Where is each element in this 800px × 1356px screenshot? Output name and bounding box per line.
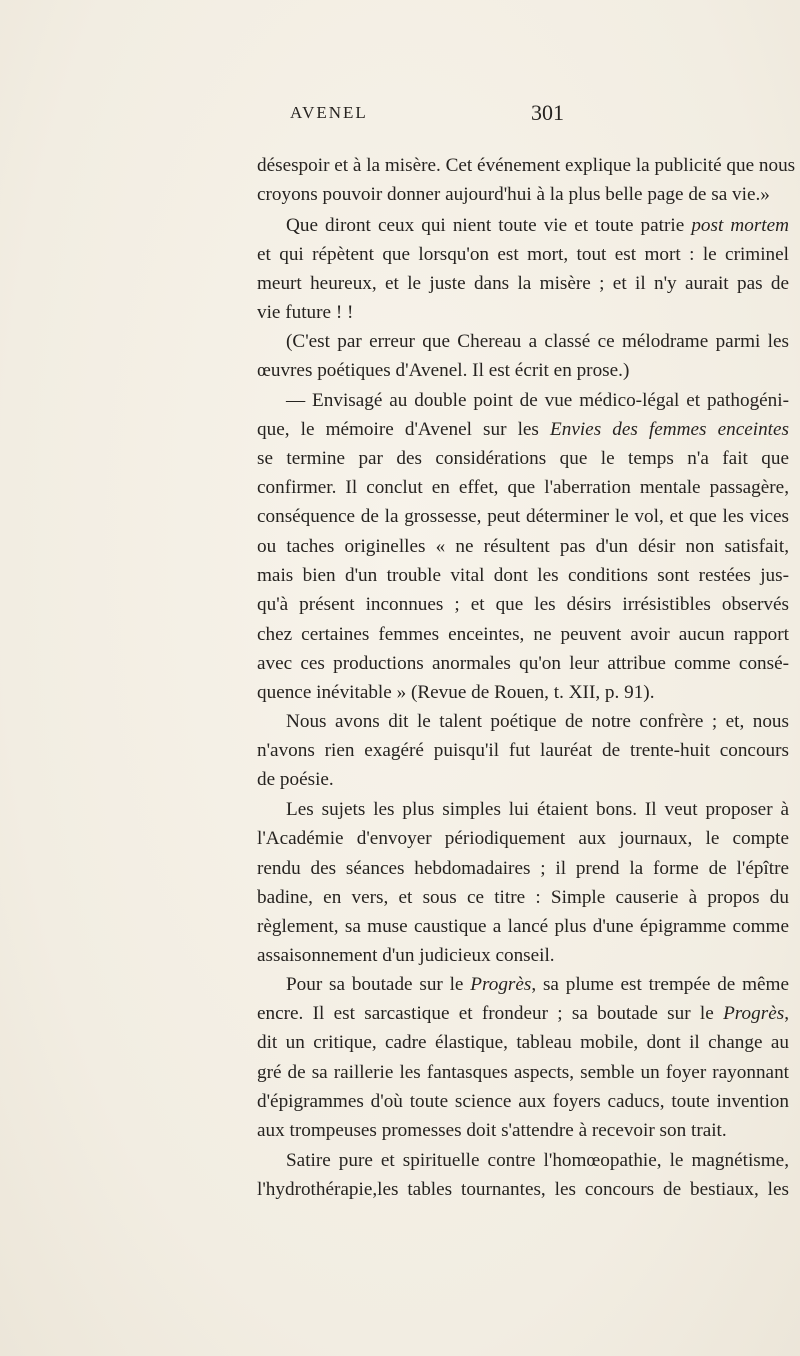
text-line-content: — Envisagé au double point de vue médico-légal et pathogéni- bbox=[286, 390, 789, 411]
text-line bbox=[257, 444, 789, 474]
text-line-content: meurt heureux, et le juste dans la misère ; et il n'y aurait pas de bbox=[257, 273, 789, 294]
text-line-content: se termine par des considérations que le temps n'a fait que bbox=[257, 448, 789, 469]
text-line-content: ou taches originelles « ne résultent pas d'un désir non satisfait, bbox=[257, 536, 789, 557]
text-line-content: n'avons rien exagéré puisqu'il fut lauréat de trente-huit concours bbox=[257, 740, 789, 761]
text-line-content: vie future ! ! bbox=[257, 302, 354, 323]
italic-title: Progrès bbox=[723, 1003, 785, 1024]
text-line bbox=[257, 356, 789, 386]
text-line bbox=[257, 736, 789, 766]
text-line-content: désespoir et à la misère. Cet événement explique la publicité que nous bbox=[257, 155, 796, 176]
text-line-content: assaisonnement d'un judicieux conseil. bbox=[257, 945, 555, 966]
text-line-content: qu'à présent inconnues ; et que les désirs irrésistibles observés bbox=[257, 594, 789, 615]
text-line bbox=[257, 532, 789, 562]
text-line bbox=[286, 327, 789, 357]
text-line bbox=[257, 765, 789, 795]
text-line-content: badine, en vers, et sous ce titre : Simple causerie à propos du bbox=[257, 887, 789, 908]
text-line bbox=[257, 180, 789, 210]
text-line bbox=[257, 678, 789, 708]
text-line bbox=[286, 970, 789, 1000]
text-line bbox=[257, 941, 789, 971]
italic-title: post mortem bbox=[691, 215, 789, 236]
text-line bbox=[257, 854, 789, 884]
text-line bbox=[286, 707, 789, 737]
text-line bbox=[257, 1028, 789, 1058]
text-line-content: conséquence de la grossesse, peut déterminer le vol, et que les vices bbox=[257, 506, 789, 527]
text-line bbox=[257, 824, 789, 854]
text-line-content: confirmer. Il conclut en effet, que l'aberration mentale passagère, bbox=[257, 477, 789, 498]
text-line bbox=[257, 1058, 789, 1088]
text-line-content: d'épigrammes d'où toute science aux foyers caducs, toute invention bbox=[257, 1091, 789, 1112]
text-line bbox=[257, 999, 789, 1029]
text-line-content: croyons pouvoir donner aujourd'hui à la plus belle page de sa vie.» bbox=[257, 184, 770, 205]
text-line bbox=[257, 269, 789, 299]
text-line bbox=[286, 1146, 789, 1176]
text-line bbox=[286, 795, 789, 825]
text-line-content: l'Académie d'envoyer périodiquement aux journaux, le compte bbox=[257, 828, 789, 849]
text-line bbox=[257, 883, 789, 913]
text-line-content: l'hydrothérapie,les tables tournantes, les concours de bestiaux, les bbox=[257, 1179, 789, 1200]
text-line-content: œuvres poétiques d'Avenel. Il est écrit en prose.) bbox=[257, 360, 630, 381]
text-line bbox=[257, 561, 789, 591]
text-line bbox=[286, 211, 789, 241]
running-head: AVENEL bbox=[290, 103, 368, 122]
text-line-content: dit un critique, cadre élastique, tableau mobile, dont il change au bbox=[257, 1032, 789, 1053]
text-line bbox=[257, 473, 789, 503]
text-line bbox=[257, 1087, 789, 1117]
text-line-content: règlement, sa muse caustique a lancé plus d'une épigramme comme bbox=[257, 916, 789, 937]
text-line-content: (C'est par erreur que Chereau a classé ce mélodrame parmi les bbox=[286, 331, 789, 352]
text-line-tail: , bbox=[784, 1003, 789, 1024]
page-header bbox=[0, 100, 800, 133]
text-line-content: quence inévitable » (Revue de Rouen, t. XII, p. 91). bbox=[257, 682, 655, 703]
text-line bbox=[257, 620, 789, 650]
italic-title: Progrès bbox=[470, 974, 532, 995]
text-line bbox=[286, 386, 789, 416]
text-line-content: aux trompeuses promesses doit s'attendre à recevoir son trait. bbox=[257, 1120, 727, 1141]
text-line bbox=[257, 415, 789, 445]
text-line-content: gré de sa raillerie les fantasques aspects, semble un foyer rayonnant bbox=[257, 1062, 789, 1083]
text-line bbox=[257, 240, 789, 270]
text-line-content: Que diront ceux qui nient toute vie et toute patrie bbox=[286, 215, 692, 236]
text-line-content: Satire pure et spirituelle contre l'homœopathie, le magnétisme, bbox=[286, 1150, 789, 1171]
text-line bbox=[257, 502, 789, 532]
page-number: 301 bbox=[531, 100, 564, 125]
text-line-content: encre. Il est sarcastique et frondeur ; sa boutade sur le bbox=[257, 1003, 724, 1024]
text-line-content: Pour sa boutade sur le bbox=[286, 974, 471, 995]
text-line bbox=[257, 912, 789, 942]
text-line bbox=[257, 298, 789, 328]
text-line-content: Les sujets les plus simples lui étaient bons. Il veut proposer à bbox=[286, 799, 789, 820]
text-line-content: que, le mémoire d'Avenel sur les bbox=[257, 419, 551, 440]
text-line-tail: , sa plume est trempée de même bbox=[531, 974, 789, 995]
text-line bbox=[257, 151, 796, 181]
text-line-content: avec ces productions anormales qu'on leur attribue comme consé- bbox=[257, 653, 789, 674]
text-line bbox=[257, 1116, 789, 1146]
italic-title: Envies des femmes enceintes bbox=[550, 419, 789, 440]
text-line-content: Nous avons dit le talent poétique de notre confrère ; et, nous bbox=[286, 711, 789, 732]
text-line-content: chez certaines femmes enceintes, ne peuvent avoir aucun rapport bbox=[257, 624, 789, 645]
text-line bbox=[257, 649, 789, 679]
text-line-content: mais bien d'un trouble vital dont les conditions sont restées jus- bbox=[257, 565, 789, 586]
text-line bbox=[257, 1175, 789, 1205]
text-line-content: rendu des séances hebdomadaires ; il prend la forme de l'épître bbox=[257, 858, 789, 879]
text-line-content: et qui répètent que lorsqu'on est mort, tout est mort : le criminel bbox=[257, 244, 789, 265]
text-line bbox=[257, 590, 789, 620]
text-line-content: de poésie. bbox=[257, 769, 334, 790]
